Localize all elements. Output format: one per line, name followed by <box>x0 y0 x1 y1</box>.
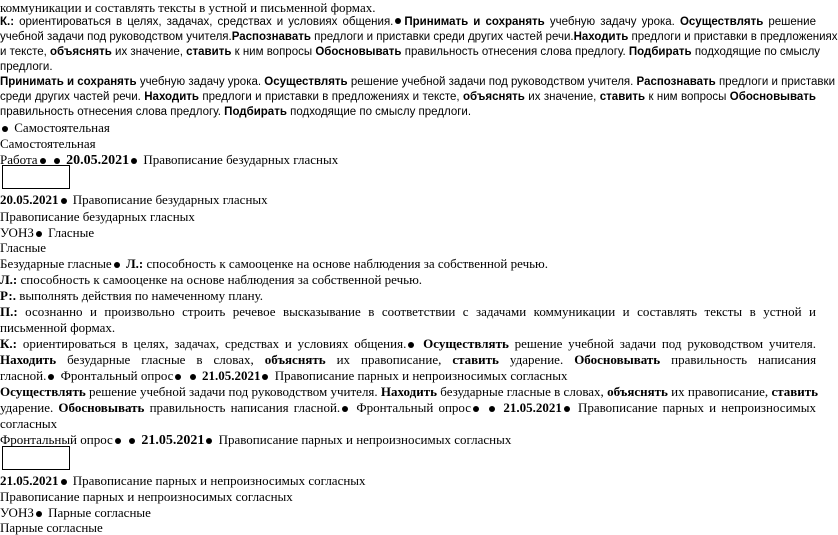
empty-cell-box <box>2 165 70 189</box>
bullet-icon <box>206 438 212 444</box>
text-line: ударение. Обосновывать правильность написания гласной. Фронтальный опрос 21.05.2021 Правописание парных и непроизносимых <box>0 400 816 415</box>
text-line: Р:. выполнять действия по намеченному плану. <box>0 288 264 303</box>
text-line: 21.05.2021 Правописание парных и непроизносимых согласных <box>0 473 366 488</box>
text-line: письменной формах. <box>0 320 116 335</box>
text-line: К.: ориентироваться в целях, задачах, средствах и условиях общения. Осуществлять решение учебной задачи под руководством учителя. <box>0 336 817 351</box>
text-line: и тексте, объяснять их значение, ставить к ним вопросы Обосновывать правильность отнесения слова предлогу. Подбирать подходящие по смыслу <box>0 46 821 58</box>
text-line: УОНЗ Гласные <box>0 225 95 240</box>
bullet-icon <box>40 158 46 164</box>
bullet-icon <box>342 406 348 412</box>
bullet-icon <box>129 438 135 444</box>
text-line: согласных <box>0 416 58 431</box>
text-line: коммуникации и составлять тексты в устной и письменной формах. <box>0 0 376 15</box>
bullet-icon <box>48 374 54 380</box>
text-line: Самостоятельная <box>0 136 96 151</box>
bullet-icon <box>36 511 42 517</box>
text-line: учебной задачи под руководством учителя.Распознавать предлоги и приставки среди других частей речи.Находить предлоги и приставки в предложениях <box>0 31 838 43</box>
text-line: Безударные гласные Л.: способность к самооценке на основе наблюдения за собственной речью. <box>0 256 549 271</box>
empty-cell-box <box>2 446 70 470</box>
bullet-icon <box>395 18 401 24</box>
text-line: Принимать и сохранять учебную задачу урока. Осуществлять решение учебной задачи под руководством учителя. Распознавать предлоги и приставки <box>0 76 835 88</box>
text-line: Л.: способность к самооценке на основе наблюдения за собственной речью. <box>0 272 423 287</box>
text-line: правильность отнесения слова предлогу. Подбирать подходящие по смыслу предлоги. <box>0 106 472 118</box>
bullet-icon <box>564 406 570 412</box>
text-line: Осуществлять решение учебной задачи под руководством учителя. Находить безударные гласные в словах, объяснять их правописание, ставить <box>0 384 819 399</box>
text-line: П.: осознанно и произвольно строить речевое высказывание в соответствии с задачами коммуникации и составлять тексты в устной и <box>0 304 816 319</box>
text-line: Правописание безударных гласных <box>0 209 195 224</box>
text-line: предлоги. <box>0 61 53 73</box>
text-line: УОНЗ Парные согласные <box>0 505 151 520</box>
text-line: Гласные <box>0 240 47 255</box>
text-line: Правописание парных и непроизносимых согласных <box>0 489 293 504</box>
bullet-icon <box>408 342 414 348</box>
text-line: гласной. Фронтальный опрос 21.05.2021 Правописание парных и непроизносимых согласных <box>0 368 568 383</box>
bullet-icon <box>262 374 268 380</box>
bullet-icon <box>175 374 181 380</box>
bullet-icon <box>190 374 196 380</box>
bullet-icon <box>114 262 120 268</box>
bullet-icon <box>61 479 67 485</box>
text-line: Находить безударные гласные в словах, объяснять их правописание, ставить ударение. Обосновывать правильность написания <box>0 352 817 367</box>
bullet-icon <box>36 231 42 237</box>
bullet-icon <box>473 406 479 412</box>
bullet-icon <box>131 158 137 164</box>
bullet-icon <box>115 438 121 444</box>
text-line: Парные согласные <box>0 520 103 535</box>
text-line: К.: ориентироваться в целях, задачах, средствах и условиях общения. Принимать и сохранять учебную задачу урока. Осуществлять решение <box>0 16 816 28</box>
text-line: Самостоятельная <box>0 120 816 135</box>
text-line: Фронтальный опрос 21.05.2021 Правописание парных и непроизносимых согласных <box>0 432 512 448</box>
text-line: Работа 20.05.2021 Правописание безударных гласных <box>0 152 339 168</box>
bullet-icon <box>54 158 60 164</box>
bullet-icon <box>489 406 495 412</box>
bullet-icon <box>61 198 67 204</box>
bullet-icon <box>2 126 8 132</box>
text-line: среди других частей речи. Находить предлоги и приставки в предложениях и тексте, объяснять их значение, ставить к ним вопросы Обосновывать <box>0 91 816 103</box>
text-line: 20.05.2021 Правописание безударных гласных <box>0 192 268 207</box>
